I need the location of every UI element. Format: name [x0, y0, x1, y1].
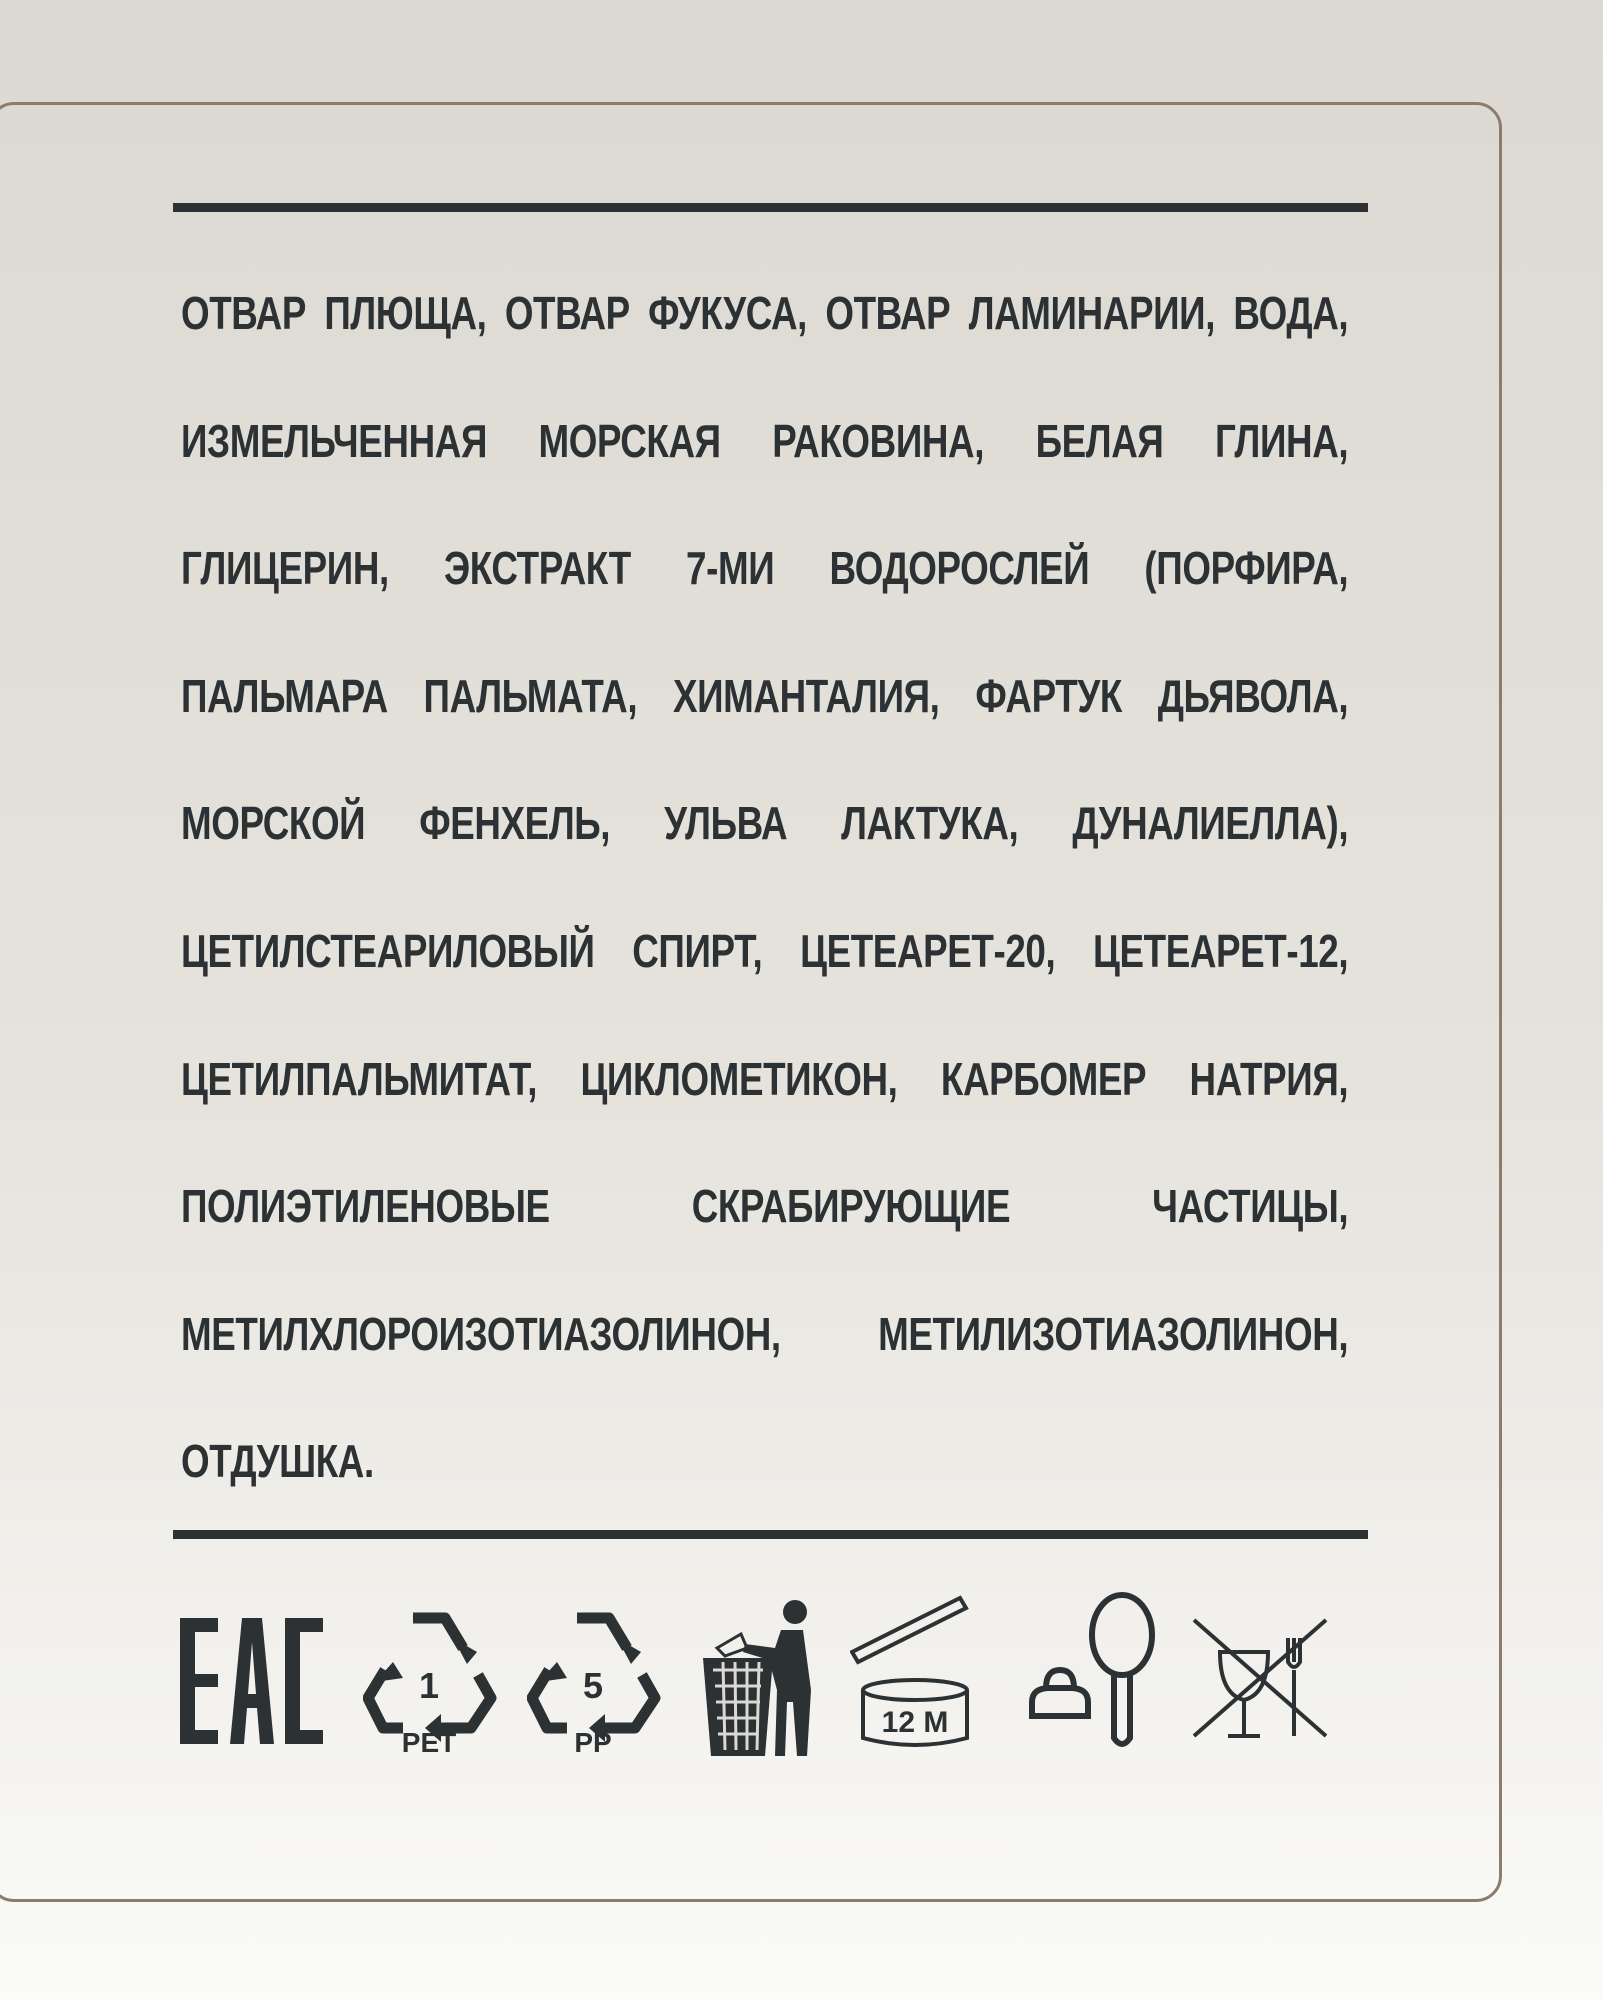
ingredients-line: МЕТИЛХЛОРОИЗОТИАЗОЛИНОН, МЕТИЛИЗОТИАЗОЛИНОН, [181, 1307, 1349, 1360]
ingredients-line: ОТВАР ПЛЮЩА, ОТВАР ФУКУСА, ОТВАР ЛАМИНАРИИ, ВОДА, [181, 287, 1349, 339]
bottom-divider [173, 1530, 1368, 1539]
recycle-label: PET [401, 1727, 457, 1755]
ingredients-line: ИЗМЕЛЬЧЕННАЯ МОРСКАЯ РАКОВИНА, БЕЛАЯ ГЛИНА, [181, 414, 1349, 467]
recycle-icon [363, 1590, 498, 1755]
ingredients-line: ЦЕТИЛСТЕАРИЛОВЫЙ СПИРТ, ЦЕТЕАРЕТ-20, ЦЕТЕАРЕТ-12, [181, 924, 1349, 977]
eac-mark-icon [180, 1590, 325, 1755]
not-food-contact-icon [1190, 1590, 1330, 1755]
ingredients-line: МОРСКОЙ ФЕНХЕЛЬ, УЛЬВА ЛАКТУКА, ДУНАЛИЕЛЛА), [181, 797, 1349, 850]
ingredients-line: ПАЛЬМАРА ПАЛЬМАТА, ХИМАНТАЛИЯ, ФАРТУК ДЬЯВОЛА, [181, 669, 1349, 722]
recycle-label: PP [574, 1727, 612, 1755]
recycle-number: 1 [418, 1665, 440, 1706]
ingredients-line: ГЛИЦЕРИН, ЭКСТРАКТ 7-МИ ВОДОРОСЛЕЙ (ПОРФИРА, [181, 542, 1349, 595]
recycle-icon [527, 1590, 662, 1755]
icon-row [180, 1590, 1360, 1760]
ingredients-line: ОТДУШКА. [181, 1435, 374, 1488]
ingredients-line: ЦЕТИЛПАЛЬМИТАТ, ЦИКЛОМЕТИКОН, КАРБОМЕР НАТРИЯ, [181, 1052, 1349, 1105]
cosmetics-mirror-icon [1022, 1590, 1162, 1755]
open-jar-icon [850, 1590, 980, 1755]
recycle-number: 5 [582, 1665, 604, 1706]
ingredients-line: ПОЛИЭТИЛЕНОВЫЕ СКРАБИРУЮЩИЕ ЧАСТИЦЫ, [181, 1180, 1349, 1233]
top-divider [173, 203, 1368, 212]
ingredients-text [181, 250, 1348, 1526]
pao-label: 12 M [881, 1706, 949, 1739]
dispose-in-bin-icon [695, 1590, 820, 1760]
